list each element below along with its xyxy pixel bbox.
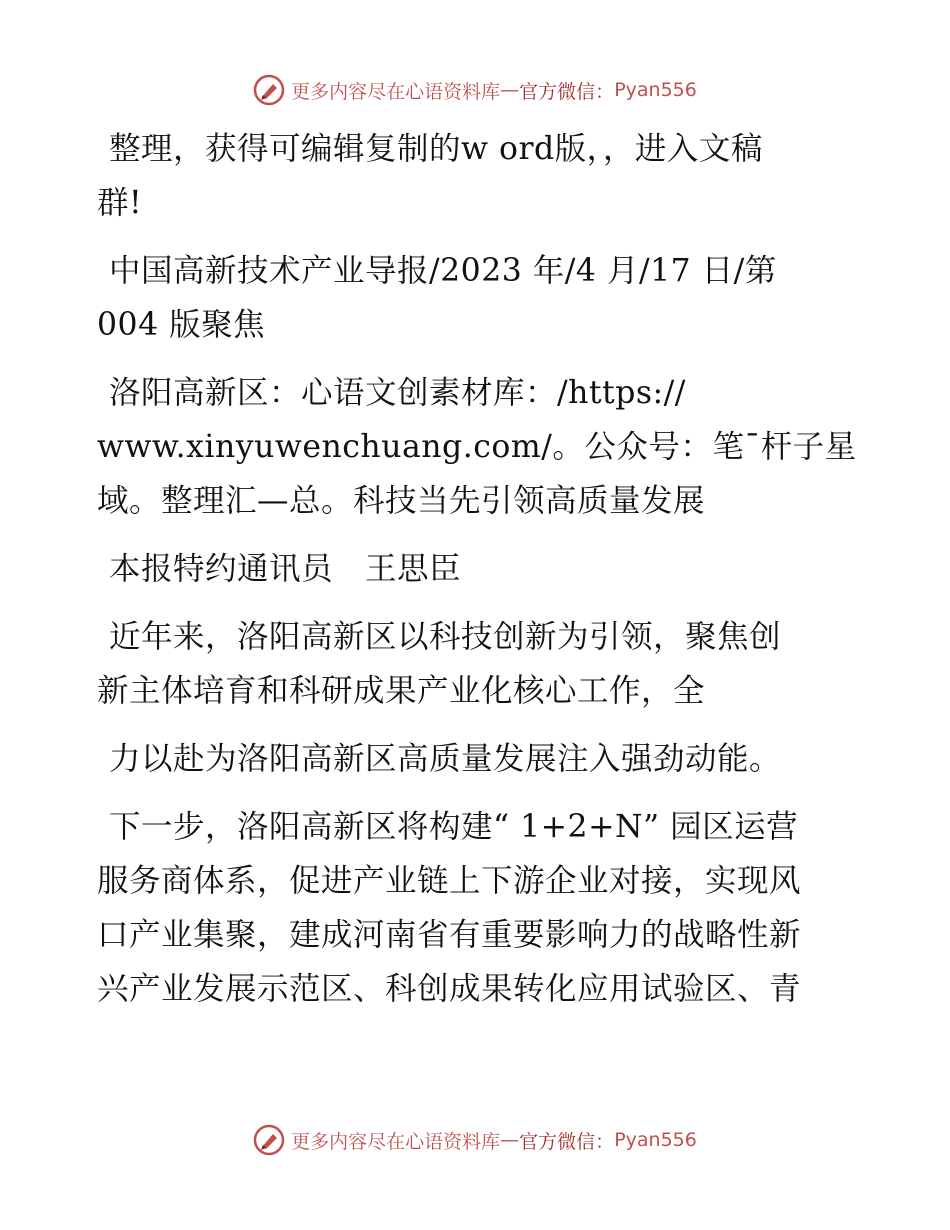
paragraph-body-1 xyxy=(97,610,857,718)
watermark-separator: — xyxy=(500,1129,520,1151)
watermark-wechat-id: Pyan556 xyxy=(614,79,697,101)
watermark-brand: 更多内容尽在心语资料库 xyxy=(291,80,501,103)
paragraph-byline xyxy=(97,542,857,596)
text-line: 域。整理汇—总。科技当先引领高质量发展 xyxy=(97,483,706,519)
text-line: 本报特约通讯员 王思臣 xyxy=(109,551,462,587)
paragraph-intro xyxy=(97,122,857,230)
text-line: 新主体培育和科研成果产业化核心工作，全 xyxy=(97,673,706,709)
text-line: 群! xyxy=(97,185,143,221)
text-line: www.xinyuwenchuang.com/。公众号：笔¯杆子星 xyxy=(97,429,857,465)
text-line: 口产业集聚，建成河南省有重要影响力的战略性新 xyxy=(97,917,802,953)
watermark-separator: — xyxy=(500,79,520,101)
text-line: 下一步，洛阳高新区将构建“ 1+2+N” 园区运营 xyxy=(109,809,799,845)
paragraph-body-3 xyxy=(97,800,857,1016)
watermark-wechat-label: 官方微信： xyxy=(519,80,615,103)
paragraph-body-2 xyxy=(97,732,857,786)
pen-nib-logo-icon xyxy=(253,74,285,106)
header-watermark xyxy=(0,73,950,107)
watermark-wechat-id: Pyan556 xyxy=(614,1129,697,1151)
text-line: 服务商体系，促进产业链上下游企业对接，实现风 xyxy=(97,863,802,899)
text-line: 力以赴为洛阳高新区高质量发展注入强劲动能。 xyxy=(109,741,782,777)
watermark-brand: 更多内容尽在心语资料库 xyxy=(291,1130,501,1153)
text-line: 整理，获得可编辑复制的w ord版，，进入文稿 xyxy=(109,131,763,167)
document-body xyxy=(97,122,857,1030)
text-line: 004 版聚焦 xyxy=(97,307,266,343)
pen-nib-logo-icon xyxy=(253,1124,285,1156)
text-line: 中国高新技术产业导报/2023 年/4 月/17 日/第 xyxy=(109,253,777,289)
text-line: 近年来，洛阳高新区以科技创新为引领，聚焦创 xyxy=(109,619,782,655)
text-line: 兴产业发展示范区、科创成果转化应用试验区、青 xyxy=(97,971,802,1007)
watermark-wechat-label: 官方微信： xyxy=(519,1130,615,1153)
footer-watermark xyxy=(0,1123,950,1157)
text-line: 洛阳高新区：心语文创素材库：/https:// xyxy=(109,375,686,411)
paragraph-source xyxy=(97,244,857,352)
paragraph-headline xyxy=(97,366,857,528)
